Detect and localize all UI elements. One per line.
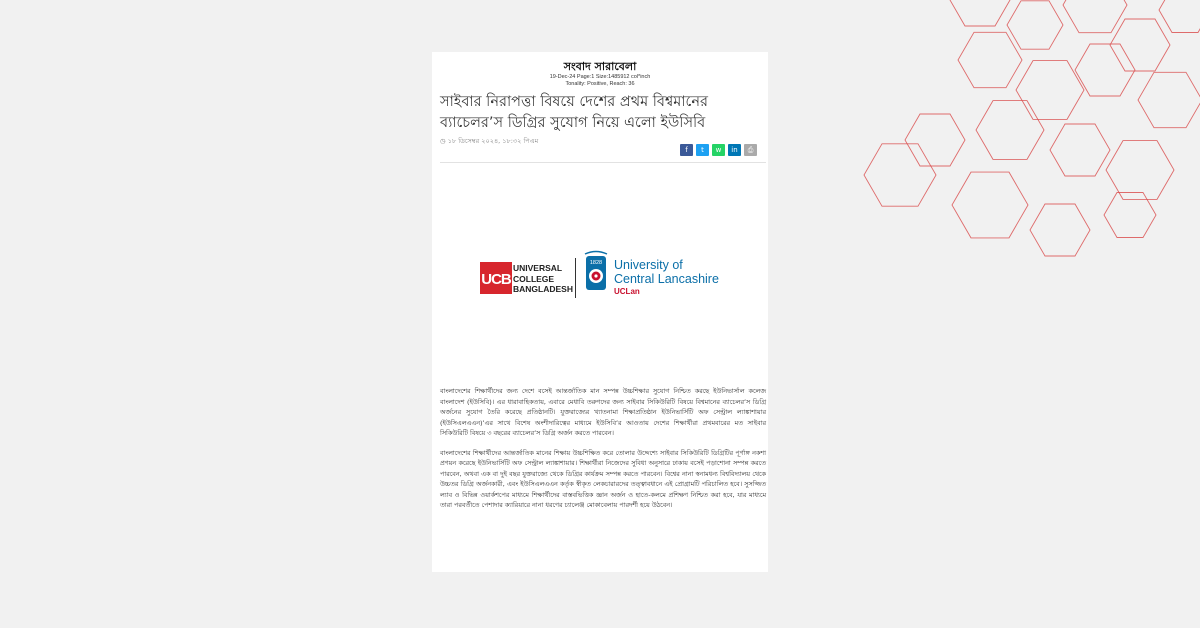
print-icon[interactable]: ⎙ — [744, 144, 757, 156]
clipping-meta — [432, 74, 768, 88]
uclan-line1: University of — [614, 258, 683, 272]
facebook-icon[interactable]: f — [680, 144, 693, 156]
ucb-logo-mark — [480, 262, 512, 294]
ucb-line2: COLLEGE — [513, 273, 555, 284]
uclan-wordmark — [614, 259, 719, 286]
hexagon-outline — [952, 172, 1028, 238]
share-bar — [680, 144, 757, 156]
uclan-crest-icon — [584, 250, 608, 292]
hexagon-outline — [1075, 44, 1135, 96]
hexagon-outline — [958, 32, 1022, 87]
linkedin-icon[interactable]: in — [728, 144, 741, 156]
article-body — [440, 386, 766, 520]
ucb-wordmark — [513, 263, 573, 295]
newspaper-clipping — [432, 52, 768, 572]
partner-logos — [480, 250, 730, 302]
article-dateline — [440, 136, 538, 147]
hexagon-outline — [1063, 0, 1127, 33]
article-paragraph: বাংলাদেশের শিক্ষার্থীদের আন্তর্জাতিক মানের শিক্ষায় উচ্চশিক্ষিত করে তোলার উদ্দেশ্যে সাইবার সিকিউরিটি ডিগ্রিটির পূর্ণাঙ্গ নকশা প্রণয়ন করেছে ইউনিভার্সিটি অফ সেন্ট্রাল ল্যাঙ্কাশায়ার। শিক্ষার্থীরা নিজেদের সুবিধা অনুসারে ঢাকায় বসেই পড়াশোনা সম্পন্ন করতে পারবেন, অথবা এক বা দুই বছর যুক্তরাজ্যে থেকে ডিগ্রির কার্যক্রম সম্পন্ন করতে পারবেন। বিশ্বের নানা স্বনামধন্য বিশ্ববিদ্যালয় থেকে উচ্চতর ডিগ্রি অর্জনকারী, এবং ইউসিএলএএন কর্তৃক স্বীকৃত লেকচারারদের তত্ত্বাবধানে এই প্রোগ্রামটি পরিচালিত হবে। সুসজ্জিত ল্যাব ও বিভিন্ন ওয়ার্কশপের মাধ্যমে শিক্ষার্থীদের বাস্তবভিত্তিক জ্ঞান অর্জন ও হাতে-কলমে প্রশিক্ষণ নিশ্চিত করা হবে, যার মাধ্যমে তারা পরবর্তীতে পেশাদার ক্যারিয়ারে নানা ধরণের চ্যালেঞ্জ মোকাবেলায় পারদর্শী হয়ে উঠবেন। — [440, 448, 766, 509]
decorative-hexagon-pattern — [840, 0, 1200, 270]
svg-text:UCB: UCB — [481, 271, 511, 288]
hexagon-outline — [1007, 1, 1063, 49]
uclan-line2: Central Lancashire — [614, 271, 719, 286]
clipping-meta-line2: Tonality: Positive, Reach: 36 — [565, 81, 635, 87]
article-date: ১৮ ডিসেম্বর ২০২৪, ১৮:৩২ পিএম — [447, 137, 539, 145]
uclan-year: 1828 — [589, 260, 603, 266]
hexagon-outline — [1030, 204, 1090, 256]
hexagon-outline — [905, 114, 965, 166]
hexagon-outline — [1050, 124, 1110, 176]
hexagon-outline — [1159, 0, 1200, 33]
hexagon-outline — [1138, 72, 1200, 127]
hexagon-outline — [1110, 19, 1170, 71]
ucb-line1: UNIVERSAL — [513, 263, 563, 273]
hexagon-outline — [976, 101, 1044, 160]
hexagon-outline — [864, 144, 936, 206]
hexagon-outline — [1106, 141, 1174, 200]
hexagon-outline — [950, 0, 1010, 26]
logo-divider — [575, 258, 576, 298]
article-paragraph: বাংলাদেশের শিক্ষার্থীদের জন্য দেশে বসেই আন্তর্জাতিক মান সম্পন্ন উচ্চশিক্ষার সুযোগ নিশ্চিত করছে ইউনিভার্সাল কলেজ বাংলাদেশ (ইউসিবি)। এর ধারাবাহিকতায়, এবারে মেধাবি তরুণদের জন্য সাইবার সিকিউরিটি বিষয়ে বিশ্বমানের ব্যাচেলর’স ডিগ্রি অর্জনের সুযোগ তৈরি করেছে প্রতিষ্ঠানটি। যুক্তরাজ্যের খ্যাতনামা শিক্ষাপ্রতিষ্ঠান ইউনিভার্সিটি অফ সেন্ট্রাল ল্যাঙ্কাশায়ার (ইউসিএলএএন)’এর সাথে বিশেষ অংশীদারিত্বের মাধ্যমে ইউসিবি’র আওতায় দেশের শিক্ষার্থীরা প্রথমবারের মত সাইবার সিকিউরিটি বিষয়ে ৩ বছরের ব্যাচেলর’স ডিগ্রি অর্জন করতে পারবেন। — [440, 387, 766, 437]
uclan-short-name: UCLan — [614, 287, 640, 296]
twitter-icon[interactable]: t — [696, 144, 709, 156]
hexagon-outline — [1016, 61, 1084, 120]
header-divider — [440, 162, 766, 163]
whatsapp-icon[interactable]: w — [712, 144, 725, 156]
clock-icon: ◷ — [440, 137, 446, 145]
article-headline: সাইবার নিরাপত্তা বিষয়ে দেশের প্রথম বিশ্বমানের ব্যাচেলর’স ডিগ্রির সুযোগ নিয়ে এলো ইউসিবি — [440, 94, 708, 131]
newspaper-masthead: সংবাদ সারাবেলা — [563, 60, 637, 73]
ucb-line3: BANGLADESH — [513, 284, 573, 294]
clipping-meta-line1: 19-Dec-24 Page:1 Size:1485912 col*inch — [549, 74, 651, 80]
